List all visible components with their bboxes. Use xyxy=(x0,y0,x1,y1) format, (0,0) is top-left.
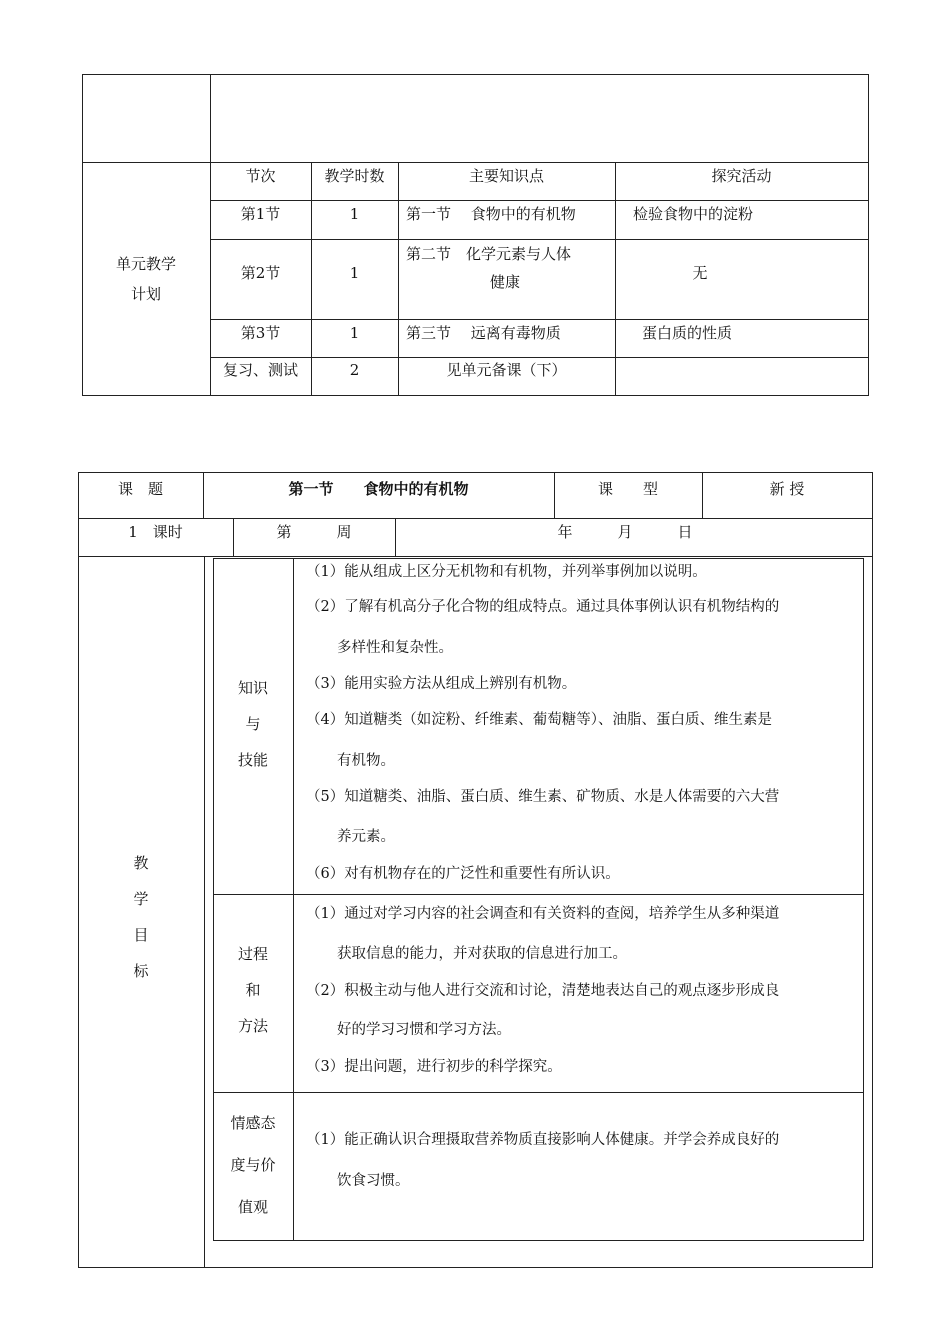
knowledge-line: （5）知道糖类、油脂、蛋白质、维生素、矿物质、水是人体需要的六大营 xyxy=(306,789,780,805)
knowledge-line: 有机物。 xyxy=(337,753,395,769)
process-line: （3）提出问题，进行初步的科学探究。 xyxy=(306,1059,562,1075)
unit-plan-label xyxy=(82,162,210,396)
unit-plan-label-line1: 单元教学 xyxy=(115,255,176,273)
process-line: 好的学习习惯和学习方法。 xyxy=(337,1022,511,1038)
emotion-line: （1）能正确认识合理摄取营养物质直接影响人体健康。并学会养成良好的 xyxy=(306,1132,780,1148)
type-label: 课 型 xyxy=(597,480,658,499)
process-label-line: 和 xyxy=(245,981,261,999)
header-topic: 主要知识点 xyxy=(468,167,544,186)
row3-hours: 1 xyxy=(349,324,360,343)
topic-label: 课 题 xyxy=(117,480,163,499)
row1-activity: 检验食物中的淀粉 xyxy=(633,205,754,224)
emotion-label-line: 度与价 xyxy=(230,1156,276,1174)
header-section: 节次 xyxy=(245,167,276,186)
row4-section: 复习、测试 xyxy=(222,361,298,380)
row4-hours: 2 xyxy=(349,361,360,380)
process-label-line: 方法 xyxy=(237,1017,268,1035)
row3-topic: 第三节 远离有毒物质 xyxy=(406,324,561,343)
emotion-line: 饮食习惯。 xyxy=(337,1173,410,1189)
emotion-label-line: 情感态 xyxy=(230,1114,276,1132)
knowledge-label-line: 与 xyxy=(245,715,261,733)
row2-activity: 无 xyxy=(692,264,708,283)
row1-hours: 1 xyxy=(349,205,360,224)
knowledge-label-line: 技能 xyxy=(237,751,268,769)
goals-label-char: 教 xyxy=(133,854,149,872)
process-line: （2）积极主动与他人进行交流和讨论，清楚地表达自己的观点逐步形成良 xyxy=(306,983,780,999)
unit-plan-label-line2: 计划 xyxy=(130,285,161,303)
header-hours: 教学时数 xyxy=(324,167,385,186)
knowledge-line: （3）能用实验方法从组成上辨别有机物。 xyxy=(306,676,577,692)
row4-activity xyxy=(615,357,868,385)
knowledge-line: （4）知道糖类（如淀粉、纤维素、葡萄糖等）、油脂、蛋白质、维生素是 xyxy=(306,712,772,728)
row4-topic: 见单元备课（下） xyxy=(446,361,567,380)
process-label-line: 过程 xyxy=(237,945,268,963)
row2-section: 第2节 xyxy=(240,264,281,283)
topic-value: 第一节 食物中的有机物 xyxy=(288,480,469,499)
date: 年 月 日 xyxy=(557,523,693,542)
knowledge-label xyxy=(213,670,293,778)
type-value: 新 授 xyxy=(769,480,805,499)
goals-label-char: 标 xyxy=(133,962,149,980)
knowledge-line: （6）对有机物存在的广泛性和重要性有所认识。 xyxy=(306,866,620,882)
goals-label-char: 学 xyxy=(133,890,149,908)
period: 1 课时 xyxy=(128,523,183,542)
row2-topic-line1: 第二节 化学元素与人体 xyxy=(406,245,572,263)
header-activity: 探究活动 xyxy=(711,167,772,186)
row2-topic xyxy=(406,241,615,295)
process-line: 获取信息的能力，并对获取的信息进行加工。 xyxy=(337,946,627,962)
row3-activity: 蛋白质的性质 xyxy=(642,324,733,343)
row2-topic-line2: 健康 xyxy=(490,273,521,291)
row1-topic: 第一节 食物中的有机物 xyxy=(406,205,576,224)
goals-label xyxy=(78,845,204,989)
process-line: （1）通过对学习内容的社会调查和有关资料的查阅，培养学生从多种渠道 xyxy=(306,906,780,922)
knowledge-line: （2）了解有机高分子化合物的组成特点。通过具体事例认识有机物结构的 xyxy=(306,599,780,615)
emotion-label xyxy=(213,1102,293,1228)
knowledge-label-line: 知识 xyxy=(237,679,268,697)
week: 第 周 xyxy=(276,523,352,542)
goals-label-char: 目 xyxy=(133,926,149,944)
knowledge-line: 养元素。 xyxy=(337,829,395,845)
knowledge-line: 多样性和复杂性。 xyxy=(337,640,453,656)
knowledge-line: （1）能从组成上区分无机物和有机物，并列举事例加以说明。 xyxy=(306,564,707,580)
row3-section: 第3节 xyxy=(240,324,281,343)
row1-section: 第1节 xyxy=(240,205,281,224)
row2-hours: 1 xyxy=(349,264,360,283)
emotion-label-line: 值观 xyxy=(237,1198,268,1216)
process-label xyxy=(213,936,293,1044)
